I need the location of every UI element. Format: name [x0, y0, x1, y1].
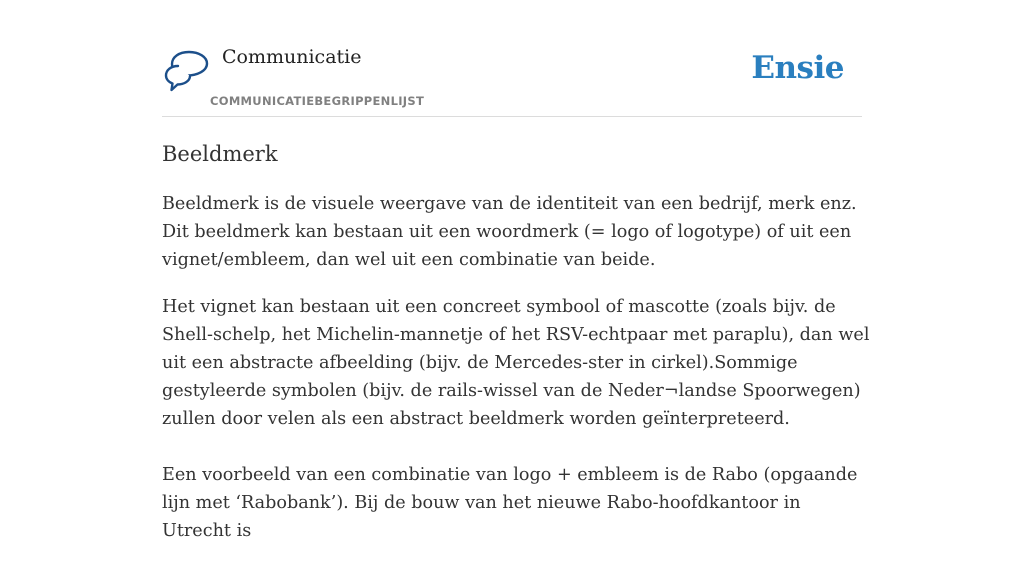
article-paragraph: Beeldmerk is de visuele weergave van de identiteit van een bedrijf, merk enz. Dit beeldmerk kan bestaan uit een woordmerk (= logo of logotype) of uit een vignet/embleem, dan wel uit een combinatie van beide. [162, 194, 857, 270]
article [162, 138, 870, 564]
site-title[interactable]: Communicatie [222, 46, 362, 68]
speech-bubbles-icon[interactable] [164, 48, 210, 94]
article-paragraph: Het vignet kan bestaan uit een concreet symbool of mascotte (zoals bijv. de Shell-schelp, het Michelin-mannetje of het RSV-echtpaar met paraplu), dan wel uit een abstracte afbeelding (bijv. de Mercedes-ster in cirkel).Sommige gestyleerde symbolen (bijv. de rails-wissel van de Neder¬landse Spoorwegen) zullen door velen als een abstract beeldmerk worden geïnterpreteerd. [162, 297, 870, 429]
ensie-logo[interactable]: Ensie [751, 50, 844, 86]
page-title: Beeldmerk [162, 142, 278, 166]
site-header [162, 0, 862, 117]
site-subtitle[interactable]: COMMUNICATIEBEGRIPPENLIJST [210, 94, 425, 108]
article-paragraph: Een voorbeeld van een combinatie van logo + embleem is de Rabo (opgaande lijn met ‘Rabobank’). Bij de bouw van het nieuwe Rabo-hoofdkantoor in Utrecht is [162, 465, 858, 541]
